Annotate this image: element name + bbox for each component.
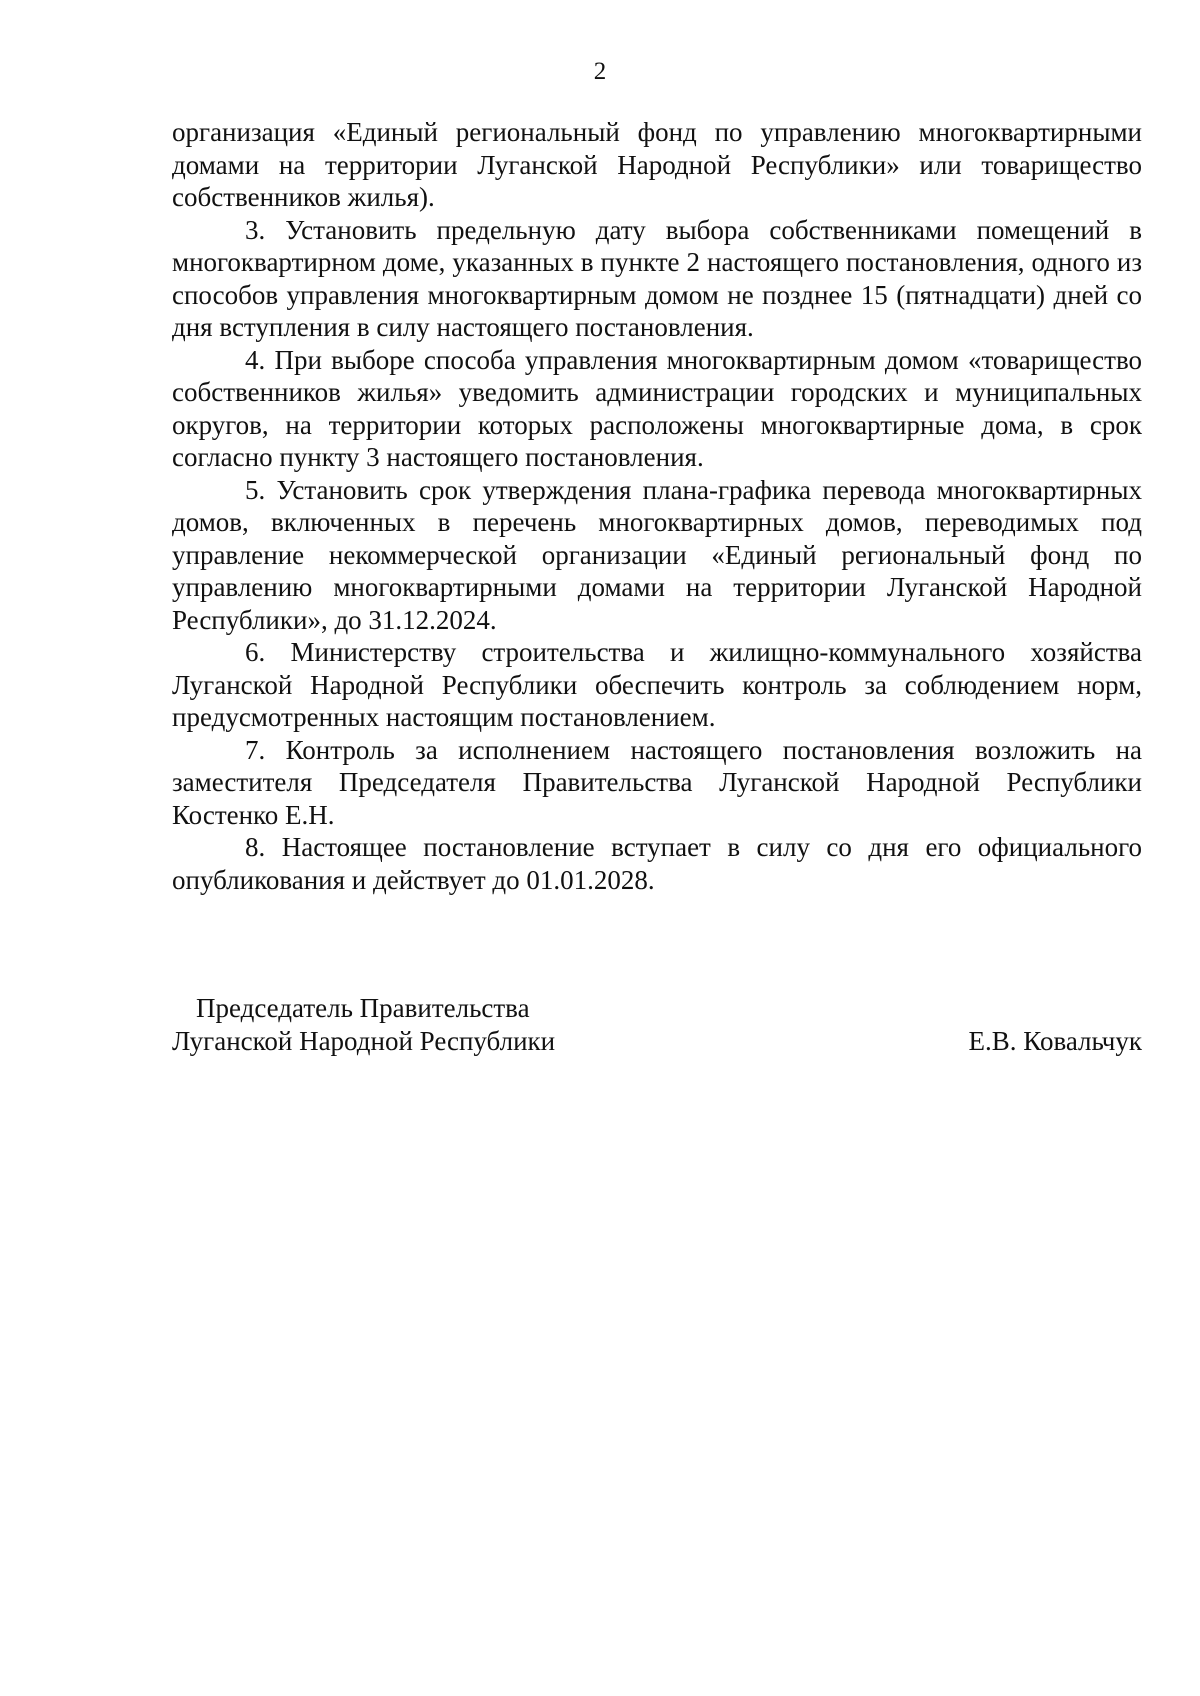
signature-row: [172, 1025, 1142, 1058]
paragraph-number: 8.: [245, 832, 266, 862]
paragraph-item-5: [172, 474, 1142, 637]
paragraph-item-8: [172, 831, 1142, 896]
paragraph-text: При выборе способа управления многоквартирным домом «товарищество собственников жилья» уведомить администрации городских и муниципальных округов, на территории которых расположены многоквартирные дома, в срок согласно пункту 3 настоящего постановления.: [172, 344, 1143, 472]
document-body: [172, 116, 1142, 896]
paragraph-number: 4.: [245, 344, 266, 375]
paragraph-number: 5.: [245, 474, 266, 505]
paragraph-item-4: [172, 344, 1142, 474]
paragraph-continuation: [172, 116, 1142, 214]
paragraph-text: Министерству строительства и жилищно-коммунального хозяйства Луганской Народной Республики обеспечить контроль за соблюдением норм, предусмотренных настоящим постановлением.: [172, 637, 1143, 732]
paragraph-text: организация «Единый региональный фонд по управлению многоквартирными домами на территории Луганской Народной Республики» или товарищество собственников жилья).: [172, 117, 1142, 212]
paragraph-text: Настоящее постановление вступает в силу со дня его официального опубликования и действует до 01.01.2028.: [172, 832, 1142, 895]
paragraph-item-7: [172, 734, 1142, 832]
paragraph-item-6: [172, 636, 1142, 734]
paragraph-number: 3.: [245, 214, 266, 245]
paragraph-number: 7.: [245, 734, 266, 765]
page-number: 2: [593, 58, 607, 85]
paragraph-text: Контроль за исполнением настоящего постановления возложить на заместителя Председателя Правительства Луганской Народной Республики Костенко Е.Н.: [172, 734, 1143, 830]
signature-block: [172, 992, 1142, 1057]
signatory-title-line1: Председатель Правительства: [196, 993, 530, 1023]
signatory-title-line2: Луганской Народной Республики: [172, 1025, 556, 1056]
paragraph-number: 6.: [245, 637, 266, 667]
signatory-name: Е.В. Ковальчук: [968, 1025, 1142, 1056]
paragraph-text: Установить срок утверждения плана-графика перевода многоквартирных домов, включенных в перечень многоквартирных домов, переводимых под управление некоммерческой организации «Единый региональный фонд по управлению многоквартирными домами на территории Луганской Народной Республики», до 31.12.2024.: [172, 474, 1142, 635]
paragraph-text: Установить предельную дату выбора собственниками помещений в многоквартирном доме, указанных в пункте 2 настоящего постановления, одного из способов управления многоквартирным домом не позднее 15 (пятнадцати) дней со дня вступления в силу настоящего постановления.: [172, 214, 1142, 342]
paragraph-item-3: [172, 214, 1142, 344]
